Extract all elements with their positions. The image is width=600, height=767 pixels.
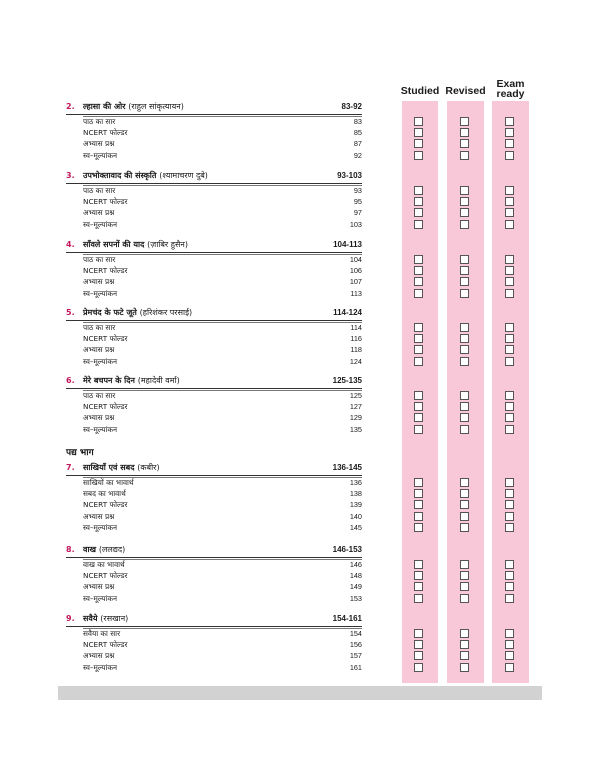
item-label: स्व–मूल्यांकन [83,288,118,298]
item-page-number: 154 [349,629,362,638]
chapter-title-text: साँवले सपनों की याद [83,240,145,249]
exam-ready-checkbox[interactable] [505,402,514,411]
list-item [83,322,362,333]
chapter-author: (राहुल सांकृत्यायन) [128,102,184,111]
revised-checkbox[interactable] [460,277,469,286]
revised-checkbox[interactable] [460,117,469,126]
chapter-number: 4. [66,240,75,249]
list-item [83,356,362,367]
exam-ready-checkbox[interactable] [505,277,514,286]
item-label: साखियों का भावार्थ [83,478,134,487]
item-page-number: 114 [350,323,362,332]
list-item [83,390,362,401]
list-item [83,628,362,639]
chapter-author: (महादेवी वर्मा) [137,376,180,385]
exam-ready-header-line2: ready [496,88,525,100]
studied-checkbox[interactable] [414,523,423,532]
revised-checkbox[interactable] [460,651,469,660]
exam-ready-checkbox[interactable] [505,391,514,400]
item-page-number: 136 [349,478,362,487]
studied-checkbox[interactable] [414,334,423,343]
studied-checkbox[interactable] [414,391,423,400]
item-label: सबद का भावार्थ [83,489,126,499]
item-page-number: 95 [353,197,362,207]
item-page-number: 85 [353,128,362,138]
studied-checkbox[interactable] [414,500,423,509]
item-label: NCERT फोल्डर [83,197,128,207]
item-page-number: 139 [349,500,362,510]
list-item [83,581,362,592]
item-label: स्व–मूल्यांकन [83,356,118,366]
list-item [83,333,362,344]
revised-checkbox[interactable] [460,523,469,532]
revised-checkbox[interactable] [460,629,469,638]
revised-checkbox[interactable] [460,640,469,649]
chapter-page-range: 154-161 [332,614,362,623]
revised-checkbox[interactable] [460,478,469,487]
item-label: पाठ का सार [83,186,116,195]
item-page-number: 135 [349,424,362,434]
exam-ready-checkbox[interactable] [505,151,514,160]
item-page-number: 156 [349,640,362,650]
item-label: अभ्यास प्रश्न [83,277,115,287]
studied-checkbox[interactable] [414,582,423,591]
item-label: स्व–मूल्यांकन [83,150,118,160]
studied-checkbox[interactable] [414,345,423,354]
studied-checkbox[interactable] [414,640,423,649]
list-item [83,116,362,127]
chapter-number: 3. [66,171,75,180]
revised-checkbox[interactable] [460,357,469,366]
exam-ready-checkbox[interactable] [505,478,514,487]
list-item [83,477,362,488]
studied-checkbox[interactable] [414,139,423,148]
chapter-title [83,613,128,625]
revised-checkbox[interactable] [460,289,469,298]
list-item [83,499,362,510]
footer-bar [58,686,542,700]
chapter-page-range: 146-153 [332,545,362,554]
revised-checkbox[interactable] [460,151,469,160]
exam-ready-checkbox[interactable] [505,651,514,660]
chapter-title-text: प्रेमचंद के फटे जूते [83,308,137,317]
list-item [83,511,362,522]
chapter-heading [66,239,362,253]
chapter-page-range: 93-103 [337,171,362,180]
chapter-number: 6. [66,376,75,385]
item-page-number: 107 [349,277,362,287]
chapter-number: 5. [66,308,75,317]
chapter-author: (ज़ाबिर हुसैन) [147,240,188,249]
list-item [83,639,362,650]
chapter-heading [66,307,362,321]
item-page-number: 127 [349,402,362,412]
item-page-number: 118 [350,345,362,355]
list-item [83,150,362,161]
exam-ready-checkbox[interactable] [505,425,514,434]
list-item [83,276,362,287]
exam-ready-checkbox[interactable] [505,323,514,332]
studied-checkbox[interactable] [414,478,423,487]
list-item [83,127,362,138]
item-label: NCERT फोल्डर [83,500,128,510]
chapter-author: (रसखान) [100,614,129,623]
revised-checkbox[interactable] [460,391,469,400]
item-label: अभ्यास प्रश्न [83,208,115,218]
exam-ready-checkbox[interactable] [505,357,514,366]
item-page-number: 129 [349,413,362,423]
chapter-page-range: 104-113 [333,240,362,249]
item-label: अभ्यास प्रश्न [83,345,115,355]
chapter-title [83,101,184,113]
revised-checkbox[interactable] [460,571,469,580]
exam-ready-header-line1: Exam [496,78,525,90]
list-item [83,196,362,207]
chapter-title-text: ल्हासा की ओर [83,102,126,111]
exam-ready-checkbox[interactable] [505,594,514,603]
list-item [83,424,362,435]
revised-checkbox[interactable] [460,345,469,354]
studied-checkbox[interactable] [414,594,423,603]
studied-checkbox[interactable] [414,289,423,298]
exam-ready-checkbox[interactable] [505,255,514,264]
studied-checkbox[interactable] [414,128,423,137]
chapter-page-range: 114-124 [333,308,362,317]
item-label: NCERT फोल्डर [83,640,128,650]
exam-ready-checkbox[interactable] [505,345,514,354]
item-page-number: 153 [349,593,362,603]
studied-checkbox[interactable] [414,357,423,366]
studied-checkbox[interactable] [414,208,423,217]
item-page-number: 87 [353,139,362,149]
chapter-author: (श्यामाचरण दुबे) [159,171,208,180]
list-item [83,254,362,265]
revised-checkbox[interactable] [460,255,469,264]
revised-checkbox[interactable] [460,500,469,509]
item-label: स्व–मूल्यांकन [83,219,118,229]
item-page-number: 97 [353,208,362,218]
item-label: अभ्यास प्रश्न [83,511,115,521]
studied-checkbox[interactable] [414,402,423,411]
revised-checkbox[interactable] [460,128,469,137]
studied-checkbox[interactable] [414,651,423,660]
studied-checkbox[interactable] [414,571,423,580]
studied-checkbox[interactable] [414,151,423,160]
list-item [83,570,362,581]
revised-checkbox[interactable] [460,334,469,343]
list-item [83,219,362,230]
exam-ready-checkbox[interactable] [505,489,514,498]
revised-checkbox[interactable] [460,208,469,217]
list-item [83,593,362,604]
exam-ready-checkbox[interactable] [505,663,514,672]
list-item [83,265,362,276]
revised-checkbox[interactable] [460,197,469,206]
item-page-number: 104 [349,255,362,264]
chapter-author: (ललद्यद) [98,545,126,554]
studied-checkbox[interactable] [414,220,423,229]
revised-checkbox[interactable] [460,220,469,229]
exam-ready-checkbox[interactable] [505,523,514,532]
list-item [83,522,362,533]
chapter-title-text: उपभोक्तावाद की संस्कृति [83,171,157,180]
item-label: पाठ का सार [83,323,116,332]
chapter-heading [66,544,362,558]
exam-ready-checkbox[interactable] [505,512,514,521]
revised-checkbox[interactable] [460,489,469,498]
chapter-page-range: 125-135 [332,376,362,385]
list-item [83,207,362,218]
studied-checkbox[interactable] [414,425,423,434]
exam-ready-checkbox[interactable] [505,197,514,206]
list-item [83,401,362,412]
item-label: स्व–मूल्यांकन [83,424,118,434]
chapter-title [83,375,180,387]
revised-checkbox[interactable] [460,186,469,195]
item-label: अभ्यास प्रश्न [83,651,115,661]
exam-ready-checkbox[interactable] [505,571,514,580]
exam-ready-checkbox[interactable] [505,139,514,148]
item-label: अभ्यास प्रश्न [83,139,115,149]
exam-ready-checkbox[interactable] [505,560,514,569]
studied-checkbox[interactable] [414,663,423,672]
studied-checkbox[interactable] [414,512,423,521]
revised-checkbox[interactable] [460,425,469,434]
list-item [83,488,362,499]
exam-ready-checkbox[interactable] [505,186,514,195]
item-label: पाठ का सार [83,117,116,126]
studied-checkbox[interactable] [414,197,423,206]
studied-checkbox[interactable] [414,629,423,638]
list-item [83,559,362,570]
chapter-title-text: वाख [83,545,97,554]
item-label: वाख का भावार्थ [83,560,125,569]
exam-ready-checkbox[interactable] [505,334,514,343]
list-item [83,185,362,196]
chapter-title [83,307,192,319]
item-label: NCERT फोल्डर [83,402,128,412]
chapter-title [83,239,188,251]
studied-checkbox[interactable] [414,186,423,195]
list-item [83,650,362,661]
item-label: स्व–मूल्यांकन [83,662,118,672]
item-label: पाठ का सार [83,255,116,264]
revised-checkbox[interactable] [460,594,469,603]
item-page-number: 106 [349,266,362,276]
item-page-number: 157 [349,651,362,661]
chapter-author: (हरिशंकर परसाई) [139,308,193,317]
item-label: अभ्यास प्रश्न [83,413,115,423]
revised-checkbox[interactable] [460,582,469,591]
revised-checkbox[interactable] [460,402,469,411]
item-label: स्व–मूल्यांकन [83,522,118,532]
chapter-number: 8. [66,545,75,554]
chapter-heading [66,170,362,184]
section-heading-padya-bhag: पद्य भाग [66,448,94,458]
chapter-title-text: सवैये [83,614,98,623]
exam-ready-checkbox[interactable] [505,582,514,591]
revised-checkbox[interactable] [460,560,469,569]
item-label: स्व–मूल्यांकन [83,593,118,603]
list-item [83,344,362,355]
revised-header: Revised [445,85,486,97]
item-page-number: 161 [349,662,362,672]
revised-checkbox[interactable] [460,266,469,275]
chapter-title-text: मेरे बचपन के दिन [83,376,135,385]
item-page-number: 125 [349,391,362,400]
item-page-number: 93 [353,186,362,195]
revised-checkbox[interactable] [460,663,469,672]
item-page-number: 103 [349,219,362,229]
chapter-page-range: 136-145 [332,463,362,472]
studied-checkbox[interactable] [414,117,423,126]
item-page-number: 138 [349,489,362,499]
item-page-number: 146 [349,560,362,569]
chapter-heading [66,462,362,476]
chapter-title [83,544,125,556]
item-label: NCERT फोल्डर [83,128,128,138]
chapter-title [83,170,208,182]
revised-checkbox[interactable] [460,512,469,521]
item-page-number: 113 [350,288,362,298]
chapter-author: (कबीर) [137,463,160,472]
exam-ready-checkbox[interactable] [505,128,514,137]
exam-ready-checkbox[interactable] [505,413,514,422]
studied-checkbox[interactable] [414,560,423,569]
item-page-number: 140 [349,511,362,521]
studied-checkbox[interactable] [414,266,423,275]
item-label: सवैया का सार [83,629,121,638]
item-label: पाठ का सार [83,391,116,400]
exam-ready-checkbox[interactable] [505,640,514,649]
item-page-number: 145 [349,522,362,532]
exam-ready-checkbox[interactable] [505,266,514,275]
item-label: अभ्यास प्रश्न [83,582,115,592]
exam-ready-checkbox[interactable] [505,500,514,509]
chapter-title [83,462,160,474]
list-item [83,288,362,299]
studied-checkbox[interactable] [414,255,423,264]
chapter-number: 7. [66,463,75,472]
item-page-number: 92 [353,150,362,160]
item-page-number: 124 [349,356,362,366]
studied-checkbox[interactable] [414,489,423,498]
item-page-number: 116 [350,334,362,344]
chapter-number: 9. [66,614,75,623]
revised-checkbox[interactable] [460,413,469,422]
list-item [83,138,362,149]
studied-header: Studied [400,85,440,97]
exam-ready-checkbox[interactable] [505,208,514,217]
chapter-heading [66,375,362,389]
exam-ready-checkbox[interactable] [505,289,514,298]
chapter-title-text: साखियाँ एवं सबद [83,463,135,472]
item-label: NCERT फोल्डर [83,334,128,344]
chapter-page-range: 83-92 [341,102,362,111]
list-item [83,412,362,423]
item-page-number: 148 [349,571,362,581]
chapter-number: 2. [66,102,75,111]
exam-ready-checkbox[interactable] [505,220,514,229]
exam-ready-checkbox[interactable] [505,117,514,126]
studied-checkbox[interactable] [414,323,423,332]
chapter-heading [66,101,362,115]
item-label: NCERT फोल्डर [83,571,128,581]
item-page-number: 83 [353,117,362,126]
exam-ready-header [488,79,533,99]
studied-checkbox[interactable] [414,277,423,286]
chapter-heading [66,613,362,627]
revised-checkbox[interactable] [460,323,469,332]
item-label: NCERT फोल्डर [83,266,128,276]
studied-checkbox[interactable] [414,413,423,422]
item-page-number: 149 [349,582,362,592]
exam-ready-checkbox[interactable] [505,629,514,638]
revised-checkbox[interactable] [460,139,469,148]
list-item [83,662,362,673]
